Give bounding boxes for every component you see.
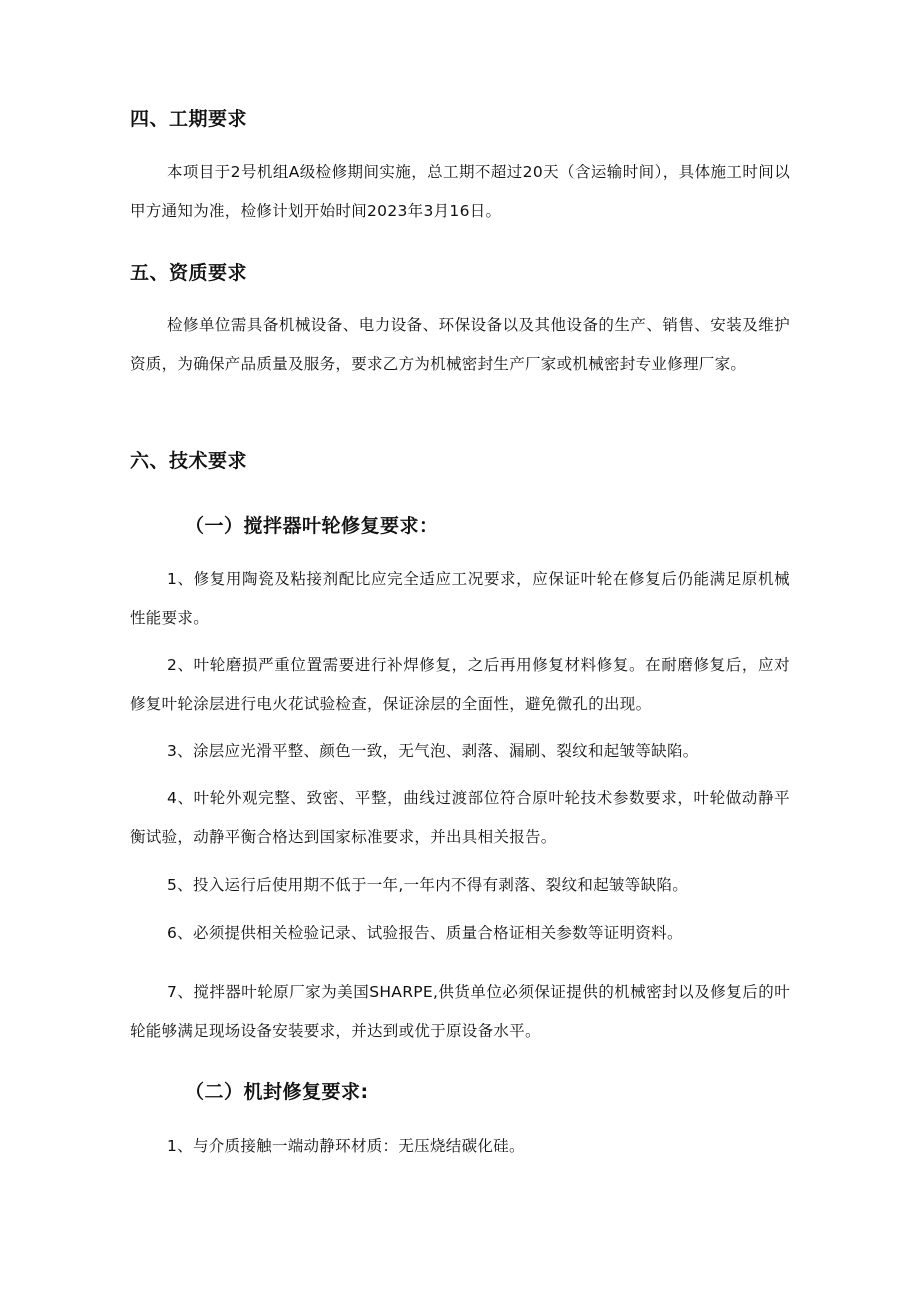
subsection-1-item-4: 4、叶轮外观完整、致密、平整，曲线过渡部位符合原叶轮技术参数要求，叶轮做动静平衡试验，动静平衡合格达到国家标准要求，并出具相关报告。 <box>130 789 790 846</box>
subsection-2-item-1: 1、与介质接触一端动静环材质：无压烧结碳化硅。 <box>167 1137 525 1155</box>
subsection-1-item-6: 6、必须提供相关检验记录、试验报告、质量合格证相关参数等证明资料。 <box>167 924 683 942</box>
section-6-heading: 六、技术要求 <box>130 450 248 472</box>
section-5-heading: 五、资质要求 <box>130 262 248 284</box>
subsection-1-item-7: 7、搅拌器叶轮原厂家为美国SHARPE,供货单位必须保证提供的机械密封以及修复后的叶轮能够满足现场设备安装要求，并达到或优于原设备水平。 <box>130 983 790 1040</box>
section-4-heading: 四、工期要求 <box>130 108 248 130</box>
subsection-1-item-5: 5、投入运行后使用期不低于一年,一年内不得有剥落、裂纹和起皱等缺陷。 <box>167 876 688 894</box>
subsection-1-item-2: 2、叶轮磨损严重位置需要进行补焊修复，之后再用修复材料修复。在耐磨修复后，应对修复叶轮涂层进行电火花试验检查，保证涂层的全面性，避免微孔的出现。 <box>130 656 790 713</box>
subsection-1-heading: （一）搅拌器叶轮修复要求： <box>185 515 439 537</box>
subsection-2-heading: （二）机封修复要求: <box>185 1081 369 1103</box>
section-4-body: 本项目于2号机组A级检修期间实施，总工期不超过20天（含运输时间），具体施工时间以甲方通知为准，检修计划开始时间2023年3月16日。 <box>130 163 790 220</box>
subsection-1-item-1: 1、修复用陶瓷及粘接剂配比应完全适应工况要求，应保证叶轮在修复后仍能满足原机械性能要求。 <box>130 570 790 627</box>
section-5-body: 检修单位需具备机械设备、电力设备、环保设备以及其他设备的生产、销售、安装及维护资质，为确保产品质量及服务，要求乙方为机械密封生产厂家或机械密封专业修理厂家。 <box>130 316 790 373</box>
subsection-1-item-3: 3、涂层应光滑平整、颜色一致，无气泡、剥落、漏刷、裂纹和起皱等缺陷。 <box>167 742 699 760</box>
